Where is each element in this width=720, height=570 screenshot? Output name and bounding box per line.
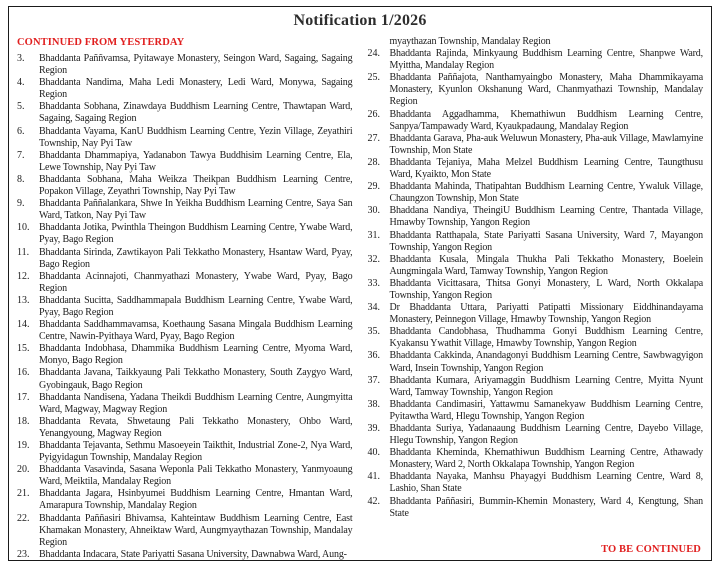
list-item (368, 447, 704, 471)
item-text: Bhaddanta Paññasiri Bhivamsa, Kahteintaw Buddhism Learning Centre, East Khamakan Monastery, Ahneiktaw Ward, Aungmyaythazan Township, Mandalay Region (39, 512, 353, 548)
list-item (17, 222, 353, 246)
list-item (368, 157, 704, 181)
item-number: 23. (17, 548, 30, 560)
list-item (368, 496, 704, 520)
item-number: 30. (367, 205, 380, 217)
item-number: 24. (367, 48, 380, 60)
item-text: Bhaddanta Suriya, Yadanaaung Buddhism Learning Centre, Dayebo Village, Hlegu Township, Yangon Region (389, 423, 703, 447)
item-number: 35. (367, 326, 380, 338)
list-item (17, 440, 353, 464)
list-item (17, 549, 353, 561)
item-number: 36. (367, 350, 380, 362)
item-number: 19. (17, 440, 30, 451)
list-item (17, 295, 353, 319)
notification-page (8, 6, 712, 561)
item-text: Bhaddana Nandiya, TheingiU Buddhism Learning Centre, Thantada Village, Hmawby Township, Yangon Region (389, 205, 703, 229)
continued-from-yesterday-label: CONTINUED FROM YESTERDAY (17, 37, 185, 48)
list-item (17, 150, 353, 174)
list-item (17, 416, 353, 440)
item-text: Bhaddanta Rajinda, Minkyaung Buddhism Learning Centre, Shanpwe Ward, Myittha, Mandalay Region (389, 48, 703, 72)
list-item (368, 302, 704, 326)
list-item (17, 367, 353, 391)
item-text: Bhaddanta Ratthapala, State Pariyatti Sasana University, Ward 7, Mayangon Township, Yangon Region (389, 229, 703, 253)
list-item (17, 488, 353, 512)
item-text: Bhaddanta Indobhasa, Dhammika Buddhism Learning Centre, Myoma Ward, Monyo, Bago Region (39, 343, 353, 367)
left-column (17, 35, 353, 561)
item-text: Bhaddanta Sobhana, Zinawdaya Buddhism Learning Centre, Thawtapan Ward, Sagaing, Sagaing Region (39, 101, 353, 125)
item-text: Bhaddanta Tejavanta, Sethmu Masoeyein Taikthit, Industrial Zone-2, Nya Ward, Pyigyidagun Township, Mandalay Region (39, 440, 353, 464)
item-number: 8. (17, 173, 25, 185)
item-text: Bhaddanta Sobhana, Maha Weikza Theikpan Buddhism Learning Centre, Popakon Village, Zeyathri Township, Nay Pyi Taw (39, 173, 353, 198)
item-number: 27. (367, 132, 380, 144)
item-text: Bhaddanta Revata, Shwetaung Pali Tekkatho Monastery, Ohbo Ward, Yenangyoung, Magway Region (39, 415, 353, 439)
item-text: Bhaddanta Candobhasa, Thudhamma Gonyi Buddhism Learning Centre, Kyakansu Ywathit Village, Hmawby Township, Yangon Region (389, 326, 703, 350)
list-item (17, 174, 353, 198)
item-text: Bhaddanta Indacara, State Pariyatti Sasana University, Dawnabwa Ward, Aung- (39, 548, 347, 560)
left-column-list (17, 53, 353, 561)
item-number: 12. (17, 270, 30, 282)
list-item (368, 350, 704, 374)
list-item (17, 77, 353, 101)
list-item (17, 464, 353, 488)
item-text: Bhaddanta Mahinda, Thatipahtan Buddhism Learning Centre, Ywaluk Village, Chaungzon Township, Mon State (389, 181, 703, 205)
item-number: 14. (17, 319, 30, 331)
page-title: Notification 1/2026 (293, 12, 427, 29)
list-item (17, 247, 353, 271)
item-number: 34. (367, 302, 380, 314)
item-number: 11. (17, 246, 30, 258)
item-text: Bhaddanta Nayaka, Manhsu Phayagyi Buddhism Learning Centre, Ward 8, Lashio, Shan State (389, 471, 703, 495)
item-number: 9. (17, 198, 25, 210)
item-text: Bhaddanta Cakkinda, Anandagonyi Buddhism Learning Centre, Sawbwagyigon Ward, Insein Township, Yangon Region (389, 350, 703, 374)
list-item (17, 53, 353, 77)
item-number: 3. (17, 53, 25, 64)
list-item (368, 254, 704, 278)
item-text: Bhaddanta Acinnajoti, Chanmyathazi Monastery, Ywabe Ward, Pyay, Bago Region (39, 270, 353, 294)
item-number: 21. (17, 488, 30, 500)
item-number: 15. (17, 343, 30, 355)
item-text: Bhaddanta Javana, Taikkyaung Pali Tekkatho Monastery, South Zaygyo Ward, Gyobingauk, Bago Region (39, 367, 353, 391)
item-text: Bhaddanta Nandima, Maha Ledi Monastery, Ledi Ward, Monywa, Sagaing Region (39, 77, 353, 101)
item-text: Bhaddanta Nandisena, Yadana Theikdi Buddhism Learning Centre, Aungmyitta Ward, Magway, Magway Region (39, 391, 353, 415)
list-item (17, 101, 353, 125)
item-number: 41. (367, 471, 380, 483)
item-text: Bhaddanta Paññalankara, Shwe In Yeikha Buddhism Learning Centre, Saya San Ward, Tatkon, Nay Pyi Taw (39, 198, 353, 222)
item-text: Bhaddanta Dhammapiya, Yadanabon Tawya Buddhisim Learning Centre, Ela, Lewe Township, Nay Pyi Taw (39, 149, 353, 173)
right-column (368, 35, 704, 520)
item-number: 31. (367, 229, 380, 241)
item-number: 16. (17, 367, 30, 379)
item-number: 32. (367, 253, 380, 265)
item-text: Bhaddanta Saddhammavamsa, Koethaung Sasana Mingala Buddhism Learning Centre, Nawin-Pyithaya Ward, Pyay, Bago Region (39, 319, 353, 343)
item-text: Bhaddanta Tejaniya, Maha Melzel Buddhism Learning Centre, Taungthusu Ward, Kyaikto, Mon State (389, 156, 703, 181)
item-number: 28. (367, 156, 380, 168)
item-number: 40. (367, 447, 380, 459)
item-number: 17. (17, 391, 30, 403)
list-item (368, 48, 704, 72)
item-number: 37. (367, 374, 380, 386)
item-number: 4. (17, 77, 25, 89)
item-23-continuation-text: myaythazan Township, Mandalay Region (389, 36, 551, 47)
list-item (368, 205, 704, 229)
item-text: Bhaddanta Paññvamsa, Pyitawaye Monastery, Seingon Ward, Sagaing, Sagaing Region (39, 53, 353, 77)
list-item (17, 271, 353, 295)
list-item (17, 126, 353, 150)
item-number: 42. (367, 495, 380, 507)
item-text: Bhaddanta Garava, Pha-auk Weluwun Monastery, Pha-auk Village, Mawlamyine Township, Mon State (389, 132, 703, 156)
item-number: 20. (17, 464, 30, 476)
item-text: Bhaddanta Sucitta, Saddhammapala Buddhism Learning Centre, Ywabe Ward, Pyay, Bago Region (39, 294, 353, 318)
item-text: Dr Bhaddanta Uttara, Pariyatti Patipatti Missionary Eiddhinandayama Monastery, Peinnegon Village, Hmawby Township, Yangon Region (389, 302, 703, 326)
item-number: 39. (367, 423, 380, 434)
item-number: 10. (17, 222, 30, 234)
to-be-continued-label: TO BE CONTINUED (601, 544, 701, 555)
list-item (17, 392, 353, 416)
item-text: Bhaddanta Jotika, Pwinthla Theingon Buddhism Learning Centre, Ywabe Ward, Pyay, Bago Region (39, 222, 353, 246)
item-text: Bhaddanta Sirinda, Zawtikayon Pali Tekkatho Monastery, Hsantaw Ward, Pyay, Bago Region (39, 246, 353, 270)
list-item (368, 181, 704, 205)
item-text: Bhaddanta Vasavinda, Sasana Weponla Pali Tekkatho Monastery, Yanmyoaung Ward, Meiktila, Mandalay Region (39, 464, 353, 488)
item-text: Bhaddanta Kusala, Mingala Thukha Pali Tekkatho Monastery, Boelein Aungmingala Ward, Tamway Township, Yangon Region (389, 253, 703, 277)
list-item (368, 109, 704, 133)
item-number: 5. (17, 101, 25, 113)
item-number: 7. (17, 149, 25, 161)
list-item (368, 423, 704, 447)
item-number: 25. (367, 72, 380, 84)
list-item (368, 230, 704, 254)
list-item (17, 343, 353, 367)
item-number: 29. (367, 181, 380, 193)
item-number: 33. (367, 277, 380, 289)
item-number: 26. (367, 108, 380, 120)
right-column-list (368, 48, 704, 520)
item-text: Bhaddanta Vayama, KanU Buddhism Learning Centre, Yezin Village, Zeyathiri Township, Nay Pyi Taw (39, 125, 353, 149)
list-item (368, 72, 704, 108)
item-number: 22. (17, 512, 30, 524)
item-number: 18. (17, 415, 30, 427)
item-text: Bhaddanta Kheminda, Khemathiwun Buddhism Learning Centre, Athawady Monastery, Ward 2, North Okkalapa Township, Yangon Region (389, 447, 703, 471)
item-text: Bhaddanta Paññajota, Nanthamyaingbo Monastery, Maha Dhammikayama Monastery, Kyunlon Okshanung Ward, Chanmyathazi Township, Mandalay Region (389, 72, 703, 108)
list-item (368, 326, 704, 350)
item-number: 6. (17, 125, 25, 137)
list-item (17, 319, 353, 343)
item-text: Bhaddanta Jagara, Hsinbyumei Buddhism Learning Centre, Hmantan Ward, Amarapura Township, Mandalay Region (39, 488, 353, 512)
item-text: Bhaddanta Candimasiri, Yattawmu Samanekyaw Buddhism Learning Centre, Pyitawtha Ward, Hlegu Township, Yangon Region (389, 398, 703, 422)
list-item (368, 399, 704, 423)
item-text: Bhaddanta Kumara, Ariyamaggin Buddhism Learning Centre, Myitta Nyunt Ward, Tamway Township, Yangon Region (389, 374, 703, 398)
item-number: 38. (367, 398, 380, 410)
item-text: Bhaddanta Vicittasara, Thitsa Gonyi Monastery, L Ward, North Okkalapa Township, Yangon Region (389, 277, 703, 301)
list-item (368, 278, 704, 302)
list-item (17, 513, 353, 549)
list-item (368, 133, 704, 157)
item-number: 13. (17, 294, 30, 306)
two-column-layout (17, 35, 703, 561)
list-item (368, 375, 704, 399)
item-text: Bhaddanta Aggadhamma, Khemathiwun Buddhism Learning Centre, Sanpya/Tampawady Ward, Kyaukpadaung, Mandalay Region (389, 108, 703, 132)
list-item (17, 198, 353, 222)
list-item (368, 471, 704, 495)
item-text: Bhaddanta Paññasiri, Bummin-Khemin Monastery, Ward 4, Kengtung, Shan State (389, 495, 703, 519)
